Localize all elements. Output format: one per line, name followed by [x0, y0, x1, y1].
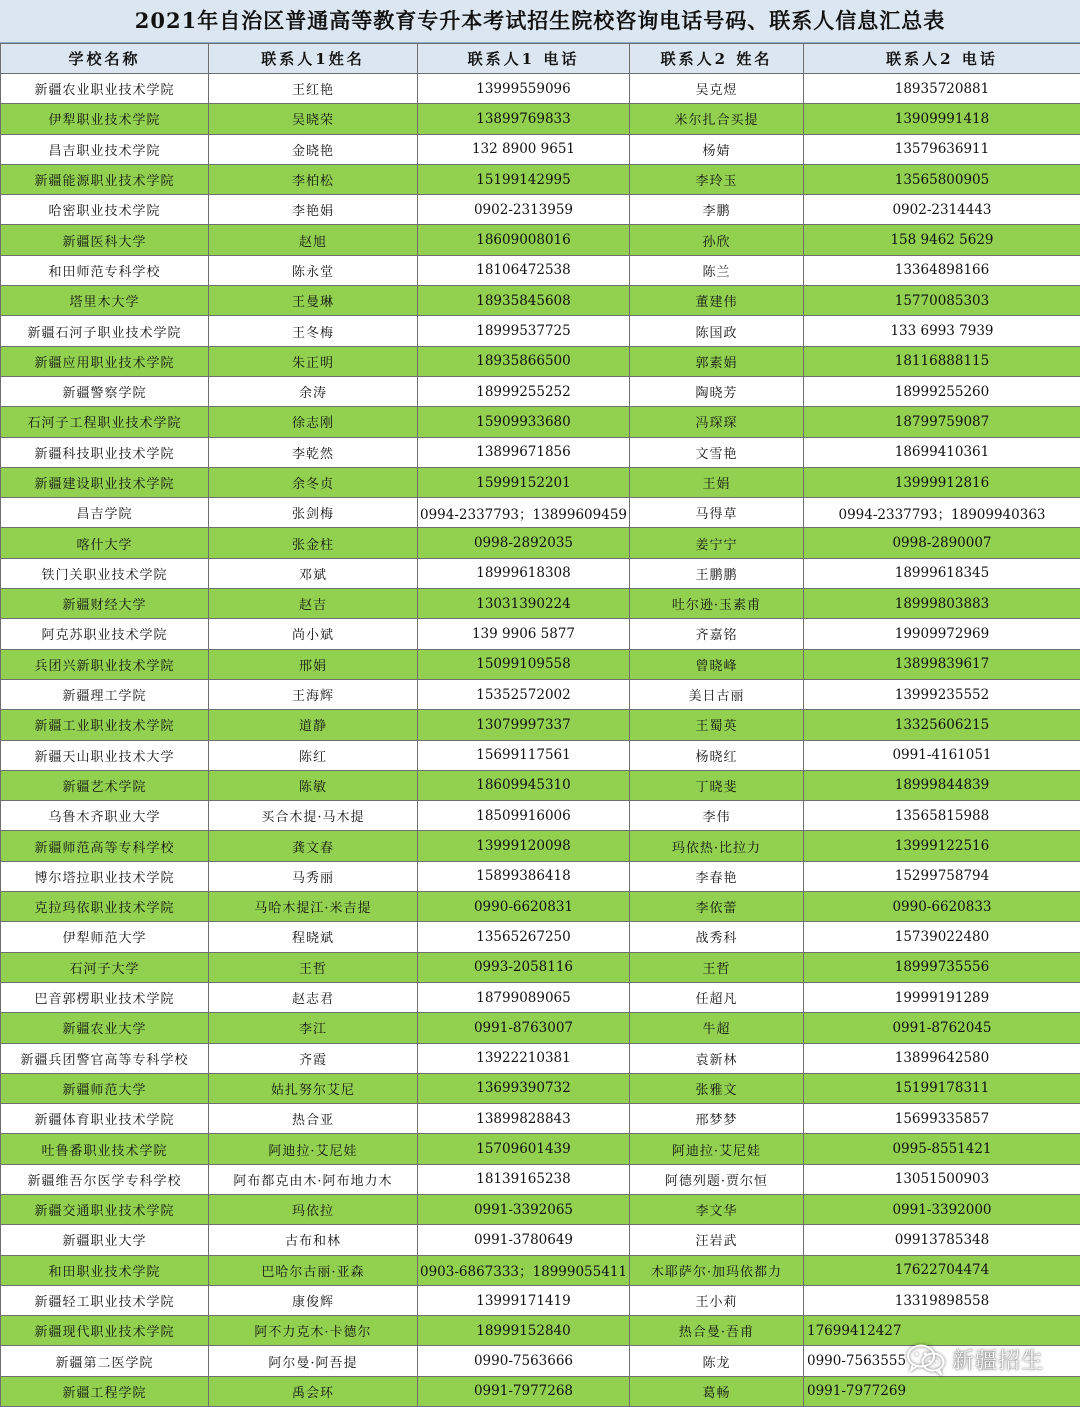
- table-row: [1, 679, 1080, 709]
- watermark-text: 新疆招生: [951, 1348, 1044, 1374]
- contact1-name-cell: 邓斌: [209, 558, 418, 588]
- table-row: [1, 710, 1080, 740]
- contact2-phone-cell: 15739022480: [804, 922, 1080, 952]
- table-row: [1, 589, 1080, 619]
- contact2-phone-cell: 0902-2314443: [804, 195, 1080, 225]
- table-row: [1, 1013, 1080, 1043]
- contact1-name-cell: 吴晓荣: [209, 104, 418, 134]
- table-row: [1, 134, 1080, 164]
- contact1-phone-cell: 13999120098: [418, 831, 630, 861]
- contact1-phone-cell: 13079997337: [418, 710, 630, 740]
- contact2-name-cell: 陈国政: [630, 316, 804, 346]
- school-name-cell: 新疆农业职业技术学院: [1, 74, 209, 104]
- contact2-phone-cell: 13319898558: [804, 1285, 1080, 1315]
- table-row: [1, 164, 1080, 194]
- contact1-name-cell: 李柏松: [209, 164, 418, 194]
- contact1-phone-cell: 18999152840: [418, 1316, 630, 1346]
- contact2-phone-cell: 18799759087: [804, 407, 1080, 437]
- contact1-phone-cell: 0991-3392065: [418, 1194, 630, 1224]
- school-name-cell: 新疆现代职业技术学院: [1, 1316, 209, 1346]
- school-name-cell: 新疆农业大学: [1, 1013, 209, 1043]
- contact2-name-cell: 郭素娟: [630, 346, 804, 376]
- school-name-cell: 新疆财经大学: [1, 589, 209, 619]
- school-name-cell: 新疆工程学院: [1, 1376, 209, 1406]
- school-name-cell: 铁门关职业技术学院: [1, 558, 209, 588]
- contact1-phone-cell: 13922210381: [418, 1043, 630, 1073]
- contact1-name-cell: 余冬贞: [209, 467, 418, 497]
- contact1-phone-cell: 0991-8763007: [418, 1013, 630, 1043]
- contact2-phone-cell: 18999803883: [804, 589, 1080, 619]
- table-row: [1, 649, 1080, 679]
- school-name-cell: 伊犁职业技术学院: [1, 104, 209, 134]
- contact2-name-cell: 木耶萨尔·加玛依都力: [630, 1255, 804, 1285]
- school-name-cell: 昌吉学院: [1, 498, 209, 528]
- contact2-name-cell: 王哲: [630, 952, 804, 982]
- contact2-phone-cell: 0995-8551421: [804, 1134, 1080, 1164]
- contact2-phone-cell: 13051500903: [804, 1164, 1080, 1194]
- contact2-name-cell: 姜宁宁: [630, 528, 804, 558]
- school-name-cell: 兵团兴新职业技术学院: [1, 649, 209, 679]
- school-name-cell: 新疆交通职业技术学院: [1, 1194, 209, 1224]
- contact1-phone-cell: 0994-2337793；13899609459: [418, 498, 630, 528]
- contact1-phone-cell: 0902-2313959: [418, 195, 630, 225]
- table-row: [1, 801, 1080, 831]
- contact2-name-cell: 陶晓芳: [630, 376, 804, 406]
- school-name-cell: 新疆应用职业技术学院: [1, 346, 209, 376]
- contact1-phone-cell: 0991-3780649: [418, 1225, 630, 1255]
- contact1-phone-cell: 18139165238: [418, 1164, 630, 1194]
- contact1-name-cell: 马哈木提江·米吉提: [209, 892, 418, 922]
- contact1-name-cell: 买合木提·马木提: [209, 801, 418, 831]
- school-name-cell: 克拉玛依职业技术学院: [1, 892, 209, 922]
- contact1-name-cell: 康俊辉: [209, 1285, 418, 1315]
- table-row: [1, 74, 1080, 104]
- contact2-phone-cell: 18699410361: [804, 437, 1080, 467]
- contact1-phone-cell: 132 8900 9651: [418, 134, 630, 164]
- contact2-phone-cell: 18999844839: [804, 770, 1080, 800]
- contact2-name-cell: 李春艳: [630, 861, 804, 891]
- contact2-name-cell: 王娟: [630, 467, 804, 497]
- school-name-cell: 新疆工业职业技术学院: [1, 710, 209, 740]
- contact2-name-cell: 王小莉: [630, 1285, 804, 1315]
- contact2-name-cell: 齐嘉铭: [630, 619, 804, 649]
- contact1-phone-cell: 15099109558: [418, 649, 630, 679]
- column-header-school: 学校名称: [1, 44, 209, 74]
- table-row: [1, 831, 1080, 861]
- table-row: [1, 922, 1080, 952]
- contact1-phone-cell: 0990-6620831: [418, 892, 630, 922]
- table-row: [1, 225, 1080, 255]
- contact1-name-cell: 李艳娟: [209, 195, 418, 225]
- table-row: [1, 255, 1080, 285]
- contact1-name-cell: 尚小斌: [209, 619, 418, 649]
- contact1-phone-cell: 0998-2892035: [418, 528, 630, 558]
- contact2-name-cell: 阿德列题·贾尔恒: [630, 1164, 804, 1194]
- table-row: [1, 1043, 1080, 1073]
- school-name-cell: 石河子工程职业技术学院: [1, 407, 209, 437]
- contact1-phone-cell: 15899386418: [418, 861, 630, 891]
- contact1-name-cell: 赵志君: [209, 982, 418, 1012]
- contact1-name-cell: 王曼琳: [209, 286, 418, 316]
- contact1-phone-cell: 15699117561: [418, 740, 630, 770]
- school-name-cell: 新疆师范高等专科学校: [1, 831, 209, 861]
- school-name-cell: 新疆艺术学院: [1, 770, 209, 800]
- contact2-phone-cell: 0990-7563555: [804, 1346, 1080, 1376]
- wechat-icon: [906, 1343, 946, 1375]
- contact1-phone-cell: 18609008016: [418, 225, 630, 255]
- school-name-cell: 新疆维吾尔医学专科学校: [1, 1164, 209, 1194]
- contact1-name-cell: 徐志刚: [209, 407, 418, 437]
- school-name-cell: 和田职业技术学院: [1, 1255, 209, 1285]
- school-name-cell: 新疆兵团警官高等专科学校: [1, 1043, 209, 1073]
- column-header-contact1-name: 联系人1姓名: [209, 44, 418, 74]
- table-row: [1, 346, 1080, 376]
- contact2-phone-cell: 0998-2890007: [804, 528, 1080, 558]
- contact2-phone-cell: 18935720881: [804, 74, 1080, 104]
- contact2-phone-cell: 0991-3392000: [804, 1194, 1080, 1224]
- contact1-phone-cell: 13899828843: [418, 1104, 630, 1134]
- table-row: [1, 316, 1080, 346]
- table-row: [1, 892, 1080, 922]
- contact1-name-cell: 陈永堂: [209, 255, 418, 285]
- contact1-phone-cell: 18999255252: [418, 376, 630, 406]
- contact2-name-cell: 杨晓红: [630, 740, 804, 770]
- school-name-cell: 昌吉职业技术学院: [1, 134, 209, 164]
- school-name-cell: 喀什大学: [1, 528, 209, 558]
- contact1-name-cell: 李江: [209, 1013, 418, 1043]
- contact2-phone-cell: 19999191289: [804, 982, 1080, 1012]
- contact2-name-cell: 曾晓峰: [630, 649, 804, 679]
- contact1-name-cell: 王冬梅: [209, 316, 418, 346]
- contact1-phone-cell: 18509916006: [418, 801, 630, 831]
- school-name-cell: 塔里木大学: [1, 286, 209, 316]
- table-row: [1, 952, 1080, 982]
- contact1-name-cell: 程晓斌: [209, 922, 418, 952]
- contact2-name-cell: 阿迪拉·艾尼娃: [630, 1134, 804, 1164]
- contact1-name-cell: 朱正明: [209, 346, 418, 376]
- contact1-phone-cell: 13031390224: [418, 589, 630, 619]
- contact2-name-cell: 任超凡: [630, 982, 804, 1012]
- contact1-phone-cell: 15352572002: [418, 679, 630, 709]
- contact2-name-cell: 陈龙: [630, 1346, 804, 1376]
- contact2-phone-cell: 13565815988: [804, 801, 1080, 831]
- table-row: [1, 528, 1080, 558]
- table-row: [1, 861, 1080, 891]
- table-row: [1, 1104, 1080, 1134]
- contact1-name-cell: 阿尔曼·阿吾提: [209, 1346, 418, 1376]
- contact2-name-cell: 吐尔逊·玉素甫: [630, 589, 804, 619]
- contact2-phone-cell: 13579636911: [804, 134, 1080, 164]
- contact1-name-cell: 巴哈尔古丽·亚森: [209, 1255, 418, 1285]
- contact1-phone-cell: 18935866500: [418, 346, 630, 376]
- contact1-name-cell: 陈红: [209, 740, 418, 770]
- contact1-phone-cell: 13899769833: [418, 104, 630, 134]
- contact1-phone-cell: 18935845608: [418, 286, 630, 316]
- school-name-cell: 新疆警察学院: [1, 376, 209, 406]
- contact2-name-cell: 米尔扎合买提: [630, 104, 804, 134]
- contact2-name-cell: 马得草: [630, 498, 804, 528]
- contact1-name-cell: 禹会环: [209, 1376, 418, 1406]
- contact2-phone-cell: 0990-6620833: [804, 892, 1080, 922]
- contact2-name-cell: 吴克煜: [630, 74, 804, 104]
- school-name-cell: 石河子大学: [1, 952, 209, 982]
- contact2-name-cell: 张雅文: [630, 1073, 804, 1103]
- contact2-name-cell: 汪岩武: [630, 1225, 804, 1255]
- contact2-name-cell: 陈兰: [630, 255, 804, 285]
- contact1-name-cell: 龚文春: [209, 831, 418, 861]
- page-title: 2021年自治区普通高等教育专升本考试招生院校咨询电话号码、联系人信息汇总表: [0, 0, 1080, 43]
- contact2-phone-cell: 13364898166: [804, 255, 1080, 285]
- contact1-name-cell: 李乾然: [209, 437, 418, 467]
- column-header-contact2-phone: 联系人2 电话: [804, 44, 1080, 74]
- contact2-name-cell: 袁新林: [630, 1043, 804, 1073]
- contact2-phone-cell: 18116888115: [804, 346, 1080, 376]
- school-name-cell: 新疆职业大学: [1, 1225, 209, 1255]
- school-name-cell: 新疆科技职业技术学院: [1, 437, 209, 467]
- table-row: [1, 104, 1080, 134]
- table-row: [1, 1225, 1080, 1255]
- school-name-cell: 新疆第二医学院: [1, 1346, 209, 1376]
- contact2-phone-cell: 13999912816: [804, 467, 1080, 497]
- column-header-contact2-name: 联系人2 姓名: [630, 44, 804, 74]
- school-name-cell: 新疆建设职业技术学院: [1, 467, 209, 497]
- table-row: [1, 1164, 1080, 1194]
- contact1-name-cell: 姑扎努尔艾尼: [209, 1073, 418, 1103]
- table-row: [1, 1285, 1080, 1315]
- contact1-phone-cell: 18799089065: [418, 982, 630, 1012]
- contact2-phone-cell: 13999122516: [804, 831, 1080, 861]
- contact2-name-cell: 孙欣: [630, 225, 804, 255]
- contact2-phone-cell: 18999255260: [804, 376, 1080, 406]
- school-name-cell: 乌鲁木齐职业大学: [1, 801, 209, 831]
- contact1-name-cell: 阿迪拉·艾尼娃: [209, 1134, 418, 1164]
- contact2-phone-cell: 0994-2337793；18909940363: [804, 498, 1080, 528]
- contact1-name-cell: 道静: [209, 710, 418, 740]
- table-row: [1, 982, 1080, 1012]
- table-row: [1, 1376, 1080, 1406]
- contact2-phone-cell: 13325606215: [804, 710, 1080, 740]
- school-name-cell: 吐鲁番职业技术学院: [1, 1134, 209, 1164]
- school-name-cell: 新疆师范大学: [1, 1073, 209, 1103]
- contact2-phone-cell: 19909972969: [804, 619, 1080, 649]
- contact1-name-cell: 王红艳: [209, 74, 418, 104]
- column-header-contact1-phone: 联系人1 电话: [418, 44, 630, 74]
- contact1-phone-cell: 0991-7977268: [418, 1376, 630, 1406]
- school-name-cell: 哈密职业技术学院: [1, 195, 209, 225]
- table-row: [1, 407, 1080, 437]
- school-name-cell: 新疆医科大学: [1, 225, 209, 255]
- table-row: [1, 558, 1080, 588]
- school-name-cell: 新疆天山职业技术大学: [1, 740, 209, 770]
- contact1-phone-cell: 18999618308: [418, 558, 630, 588]
- table-row: [1, 498, 1080, 528]
- contact1-name-cell: 王海辉: [209, 679, 418, 709]
- table-row: [1, 286, 1080, 316]
- contact2-name-cell: 冯琛琛: [630, 407, 804, 437]
- contact2-phone-cell: 13899839617: [804, 649, 1080, 679]
- school-name-cell: 巴音郭楞职业技术学院: [1, 982, 209, 1012]
- table-row: [1, 1073, 1080, 1103]
- school-name-cell: 新疆石河子职业技术学院: [1, 316, 209, 346]
- contact1-phone-cell: 15199142995: [418, 164, 630, 194]
- contact1-name-cell: 金晓艳: [209, 134, 418, 164]
- contact2-name-cell: 李依蕾: [630, 892, 804, 922]
- contact2-phone-cell: 13899642580: [804, 1043, 1080, 1073]
- table-row: [1, 1316, 1080, 1346]
- contact1-name-cell: 余涛: [209, 376, 418, 406]
- school-name-cell: 新疆能源职业技术学院: [1, 164, 209, 194]
- school-name-cell: 新疆体育职业技术学院: [1, 1104, 209, 1134]
- contact1-name-cell: 邢娟: [209, 649, 418, 679]
- contact1-phone-cell: 139 9906 5877: [418, 619, 630, 649]
- contact2-phone-cell: 13565800905: [804, 164, 1080, 194]
- contact-table: [0, 43, 1080, 1407]
- table-row: [1, 467, 1080, 497]
- contact2-phone-cell: 15770085303: [804, 286, 1080, 316]
- contact2-name-cell: 李鹏: [630, 195, 804, 225]
- table-row: [1, 619, 1080, 649]
- contact2-phone-cell: 13999235552: [804, 679, 1080, 709]
- contact2-name-cell: 王鹏鹏: [630, 558, 804, 588]
- contact1-phone-cell: 13699390732: [418, 1073, 630, 1103]
- contact1-phone-cell: 15909933680: [418, 407, 630, 437]
- contact2-phone-cell: 18999735556: [804, 952, 1080, 982]
- table-row: [1, 376, 1080, 406]
- contact2-phone-cell: 15199178311: [804, 1073, 1080, 1103]
- school-name-cell: 新疆理工学院: [1, 679, 209, 709]
- contact2-phone-cell: 15299758794: [804, 861, 1080, 891]
- contact2-phone-cell: 15699335857: [804, 1104, 1080, 1134]
- contact1-phone-cell: 18106472538: [418, 255, 630, 285]
- contact1-name-cell: 王哲: [209, 952, 418, 982]
- contact2-name-cell: 热合曼·吾甫: [630, 1316, 804, 1346]
- table-row: [1, 437, 1080, 467]
- contact2-phone-cell: 18999618345: [804, 558, 1080, 588]
- contact1-name-cell: 张金柱: [209, 528, 418, 558]
- table-row: [1, 1134, 1080, 1164]
- contact2-name-cell: 丁晓斐: [630, 770, 804, 800]
- contact1-phone-cell: 18999537725: [418, 316, 630, 346]
- contact2-name-cell: 牛超: [630, 1013, 804, 1043]
- contact2-phone-cell: 133 6993 7939: [804, 316, 1080, 346]
- contact1-name-cell: 热合亚: [209, 1104, 418, 1134]
- table-row: [1, 1194, 1080, 1224]
- contact1-phone-cell: 13999171419: [418, 1285, 630, 1315]
- contact1-name-cell: 玛依拉: [209, 1194, 418, 1224]
- contact2-name-cell: 战秀科: [630, 922, 804, 952]
- contact1-phone-cell: 13899671856: [418, 437, 630, 467]
- contact2-name-cell: 杨婧: [630, 134, 804, 164]
- contact1-phone-cell: 0993-2058116: [418, 952, 630, 982]
- school-name-cell: 阿克苏职业技术学院: [1, 619, 209, 649]
- school-name-cell: 新疆轻工职业技术学院: [1, 1285, 209, 1315]
- table-row: [1, 195, 1080, 225]
- table-row: [1, 770, 1080, 800]
- school-name-cell: 博尔塔拉职业技术学院: [1, 861, 209, 891]
- contact1-name-cell: 张剑梅: [209, 498, 418, 528]
- contact1-name-cell: 赵吉: [209, 589, 418, 619]
- contact1-name-cell: 马秀丽: [209, 861, 418, 891]
- contact2-name-cell: 李伟: [630, 801, 804, 831]
- table-row: [1, 740, 1080, 770]
- contact1-name-cell: 齐霞: [209, 1043, 418, 1073]
- contact1-name-cell: 陈敏: [209, 770, 418, 800]
- contact2-name-cell: 文雪艳: [630, 437, 804, 467]
- contact1-phone-cell: 13565267250: [418, 922, 630, 952]
- contact1-phone-cell: 15709601439: [418, 1134, 630, 1164]
- contact1-phone-cell: 18609945310: [418, 770, 630, 800]
- contact2-name-cell: 董建伟: [630, 286, 804, 316]
- contact2-phone-cell: 0991-8762045: [804, 1013, 1080, 1043]
- table-row: [1, 1255, 1080, 1285]
- contact1-name-cell: 阿不力克木·卡德尔: [209, 1316, 418, 1346]
- contact2-name-cell: 王蜀英: [630, 710, 804, 740]
- contact1-name-cell: 阿布都克由木·阿布地力木: [209, 1164, 418, 1194]
- contact2-phone-cell: 09913785348: [804, 1225, 1080, 1255]
- contact1-name-cell: 古布和林: [209, 1225, 418, 1255]
- contact2-phone-cell: 17622704474: [804, 1255, 1080, 1285]
- school-name-cell: 和田师范专科学校: [1, 255, 209, 285]
- contact2-name-cell: 李文华: [630, 1194, 804, 1224]
- contact2-name-cell: 李玲玉: [630, 164, 804, 194]
- contact2-name-cell: 葛畅: [630, 1376, 804, 1406]
- watermark: [906, 1343, 1044, 1375]
- contact2-name-cell: 邢梦梦: [630, 1104, 804, 1134]
- contact1-phone-cell: 15999152201: [418, 467, 630, 497]
- contact2-name-cell: 玛依热·比拉力: [630, 831, 804, 861]
- contact2-phone-cell: 0991-4161051: [804, 740, 1080, 770]
- school-name-cell: 伊犁师范大学: [1, 922, 209, 952]
- table-header-row: [1, 44, 1080, 74]
- contact1-phone-cell: 13999559096: [418, 74, 630, 104]
- contact2-name-cell: 美日古丽: [630, 679, 804, 709]
- contact2-phone-cell: 17699412427: [804, 1316, 1080, 1346]
- contact2-phone-cell: 158 9462 5629: [804, 225, 1080, 255]
- contact1-phone-cell: 0990-7563666: [418, 1346, 630, 1376]
- contact1-phone-cell: 0903-6867333；18999055411: [418, 1255, 630, 1285]
- contact2-phone-cell: 0991-7977269: [804, 1376, 1080, 1406]
- contact2-phone-cell: 13909991418: [804, 104, 1080, 134]
- contact1-name-cell: 赵旭: [209, 225, 418, 255]
